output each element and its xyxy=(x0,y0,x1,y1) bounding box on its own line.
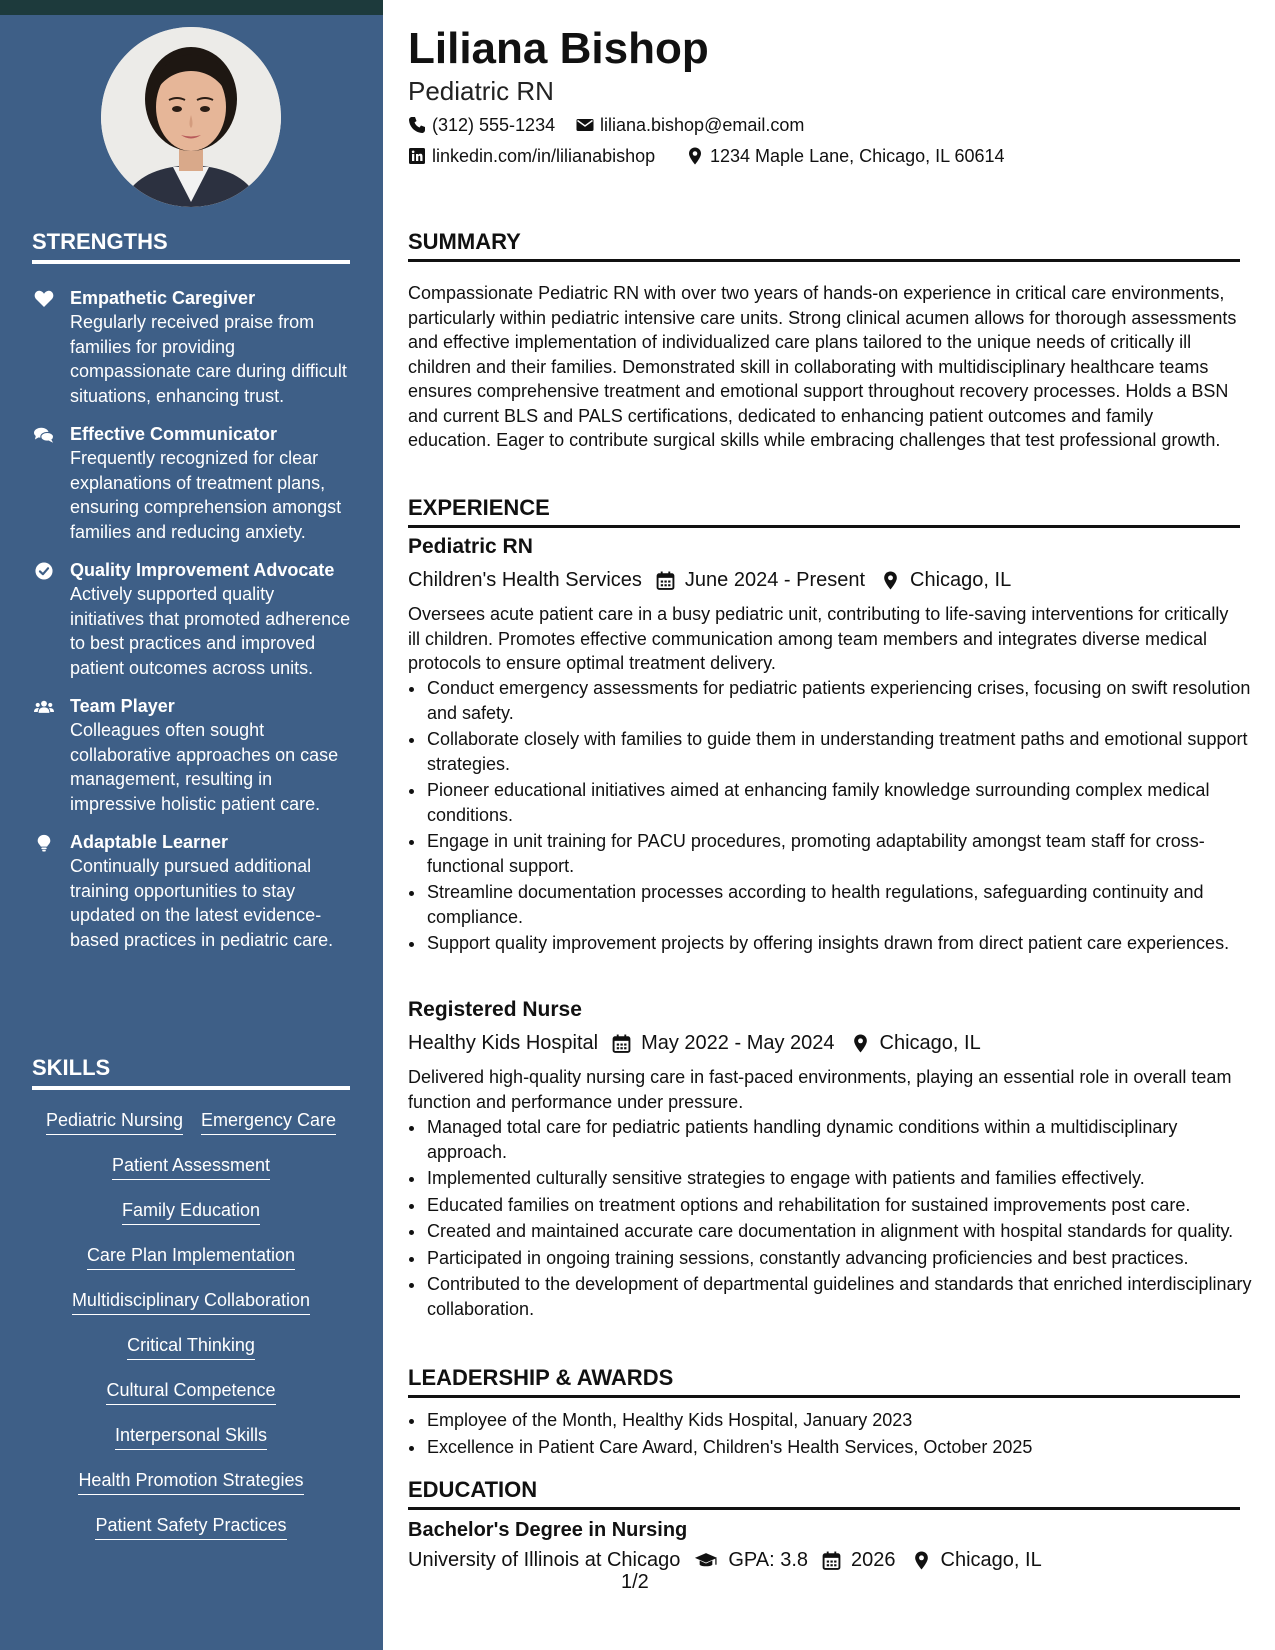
job-bullet: • Pioneer educational initiatives aimed at enhancing family knowledge surrounding complex medical conditions. xyxy=(426,778,1258,827)
job-meta xyxy=(408,1029,981,1057)
strengths-list xyxy=(32,286,352,966)
education-location: Chicago, IL xyxy=(940,1549,1042,1571)
job-location: Chicago, IL xyxy=(910,569,1012,591)
profile-photo xyxy=(101,27,281,207)
skills-row xyxy=(32,1378,350,1423)
strength-description: Actively supported quality initiatives that promoted adherence to best practices and improved patient outcomes across units. xyxy=(70,584,351,678)
graduation-cap-icon xyxy=(694,1551,718,1570)
skills-list xyxy=(32,1108,350,1558)
awards-heading: LEADERSHIP & AWARDS xyxy=(408,1364,1240,1398)
job-bullet: • Educated families on treatment options and rehabilitation for sustained improvements post care. xyxy=(426,1193,1258,1218)
sidebar-top-bar xyxy=(0,0,383,15)
envelope-icon xyxy=(576,116,594,134)
strength-item xyxy=(32,694,352,816)
skills-row xyxy=(32,1513,350,1558)
skill-tag: Pediatric Nursing xyxy=(46,1108,183,1135)
strength-description: Colleagues often sought collaborative approaches on case management, resulting in impressive holistic patient care. xyxy=(70,720,339,814)
email-address[interactable]: liliana.bishop@email.com xyxy=(600,115,805,135)
strength-description: Regularly received praise from families for providing compassionate care during difficult situations, enhancing trust. xyxy=(70,312,347,406)
location-pin-icon xyxy=(851,1034,870,1053)
education-heading: EDUCATION xyxy=(408,1476,1240,1510)
strength-item xyxy=(32,830,352,952)
strength-item xyxy=(32,422,352,544)
awards-list xyxy=(408,1408,1258,1461)
degree-title: Bachelor's Degree in Nursing xyxy=(408,1519,688,1541)
award-item: • Employee of the Month, Healthy Kids Hospital, January 2023 xyxy=(426,1408,1258,1433)
experience-heading: EXPERIENCE xyxy=(408,494,1240,528)
sidebar xyxy=(0,0,383,1650)
job-bullets xyxy=(408,1115,1258,1323)
skill-tag: Cultural Competence xyxy=(106,1378,275,1405)
skill-tag: Health Promotion Strategies xyxy=(78,1468,303,1495)
linkedin-url[interactable]: linkedin.com/in/lilianabishop xyxy=(432,146,656,166)
strength-item xyxy=(32,286,352,408)
education-meta xyxy=(408,1546,1042,1574)
summary-heading: SUMMARY xyxy=(408,228,1240,262)
skill-tag: Patient Assessment xyxy=(112,1153,270,1180)
job-bullet: • Implemented culturally sensitive strategies to engage with patients and families effectively. xyxy=(426,1166,1258,1191)
location-pin-icon xyxy=(912,1551,931,1570)
email-contact[interactable] xyxy=(576,113,804,137)
skill-tag: Interpersonal Skills xyxy=(115,1423,267,1450)
job-location: Chicago, IL xyxy=(879,1032,981,1054)
skills-row xyxy=(32,1423,350,1468)
skill-tag: Family Education xyxy=(122,1198,260,1225)
skills-row xyxy=(32,1468,350,1513)
strength-title: Adaptable Learner xyxy=(70,832,229,852)
job-bullets xyxy=(408,676,1258,958)
skills-row xyxy=(32,1243,350,1288)
address: 1234 Maple Lane, Chicago, IL 60614 xyxy=(710,146,1005,166)
award-item: • Excellence in Patient Care Award, Children's Health Services, October 2025 xyxy=(426,1435,1258,1460)
calendar-icon xyxy=(612,1034,631,1053)
calendar-icon xyxy=(822,1551,841,1570)
skills-row xyxy=(32,1333,350,1378)
job-bullet: • Engage in unit training for PACU procedures, promoting adaptability amongst team staff for cross-functional support. xyxy=(426,829,1258,878)
job-meta xyxy=(408,566,1011,594)
skill-tag: Patient Safety Practices xyxy=(95,1513,286,1540)
phone-number: (312) 555-1234 xyxy=(432,115,556,135)
job-title: Pediatric RN xyxy=(408,535,533,558)
strength-description: Frequently recognized for clear explanations of treatment plans, ensuring comprehension amongst families and reducing anxiety. xyxy=(70,448,342,542)
job-title: Registered Nurse xyxy=(408,998,582,1021)
job-dates: June 2024 - Present xyxy=(684,569,866,591)
summary-text: Compassionate Pediatric RN with over two years of hands-on experience in critical care environments, particularly within pediatric intensive care units. Strong clinical acumen allows for thorough assessments and effective implementation of individualized care plans tailored to the unique needs of critically ill children and their families. Demonstrated skill in collaborating with multidisciplinary healthcare teams ensures comprehensive treatment and emotional support throughout recovery processes. Holds a BSN and current BLS and PALS certifications, dedicated to enhancing patient outcomes and family education. Eager to contribute surgical skills while embracing challenges that test professional growth. xyxy=(408,283,1237,450)
job-bullet: • Participated in ongoing training sessions, constantly advancing proficiencies and best practices. xyxy=(426,1246,1258,1271)
skills-row xyxy=(32,1198,350,1243)
chat-bubbles-icon xyxy=(34,426,54,444)
lightbulb-icon xyxy=(34,834,54,852)
school-name: University of Illinois at Chicago xyxy=(408,1549,681,1571)
phone-contact xyxy=(408,113,555,137)
skill-tag: Care Plan Implementation xyxy=(87,1243,295,1270)
job-bullet: • Contributed to the development of departmental guidelines and standards that enriched interdisciplinary collaboration. xyxy=(426,1272,1258,1321)
calendar-icon xyxy=(656,571,675,590)
heart-icon xyxy=(34,290,54,308)
strength-title: Team Player xyxy=(70,696,175,716)
location-pin-icon xyxy=(686,147,704,165)
skills-row xyxy=(32,1153,350,1198)
job-bullet: • Support quality improvement projects by offering insights drawn from direct patient care experiences. xyxy=(426,931,1258,956)
job-bullet: • Managed total care for pediatric patients handling dynamic conditions within a multidisciplinary approach. xyxy=(426,1115,1258,1164)
job-bullet: • Collaborate closely with families to guide them in understanding treatment paths and emotional support strategies. xyxy=(426,727,1258,776)
job-bullet: • Conduct emergency assessments for pediatric patients experiencing crises, focusing on swift resolution and safety. xyxy=(426,676,1258,725)
skill-tag: Multidisciplinary Collaboration xyxy=(72,1288,310,1315)
gpa: GPA: 3.8 xyxy=(728,1549,809,1571)
job-description: Oversees acute patient care in a busy pediatric unit, contributing to life-saving interventions for critically ill children. Promotes effective communication among team members and integrates diverse medical protocols to ensure optimal treatment delivery. xyxy=(408,604,1229,673)
skills-row xyxy=(32,1288,350,1333)
strength-item xyxy=(32,558,352,680)
location-pin-icon xyxy=(881,571,900,590)
strength-title: Effective Communicator xyxy=(70,424,278,444)
skill-tag: Critical Thinking xyxy=(127,1333,255,1360)
candidate-title: Pediatric RN xyxy=(408,76,554,106)
strength-title: Quality Improvement Advocate xyxy=(70,560,335,580)
strength-title: Empathetic Caregiver xyxy=(70,288,256,308)
address-contact xyxy=(686,144,1005,168)
skills-row xyxy=(32,1108,350,1153)
job-dates: May 2022 - May 2024 xyxy=(641,1032,835,1054)
linkedin-contact[interactable] xyxy=(408,144,655,168)
job-bullet: • Streamline documentation processes according to health regulations, safeguarding continuity and compliance. xyxy=(426,880,1258,929)
candidate-name: Liliana Bishop xyxy=(408,24,709,73)
users-icon xyxy=(34,698,54,716)
page-number: 1/2 xyxy=(621,1571,649,1593)
skill-tag: Emergency Care xyxy=(201,1108,336,1135)
company-name: Children's Health Services xyxy=(408,569,642,591)
company-name: Healthy Kids Hospital xyxy=(408,1032,599,1054)
graduation-year: 2026 xyxy=(851,1549,896,1571)
skills-heading: SKILLS xyxy=(32,1054,350,1090)
job-description: Delivered high-quality nursing care in fast-paced environments, playing an essential role in overall team function and performance under pressure. xyxy=(408,1067,1232,1112)
linkedin-icon xyxy=(408,147,426,165)
check-circle-icon xyxy=(34,562,54,580)
strength-description: Continually pursued additional training opportunities to stay updated on the latest evidence-based practices in pediatric care. xyxy=(70,856,334,950)
strengths-heading: STRENGTHS xyxy=(32,228,350,264)
phone-icon xyxy=(408,116,426,134)
job-bullet: • Created and maintained accurate care documentation in alignment with hospital standards for quality. xyxy=(426,1219,1258,1244)
